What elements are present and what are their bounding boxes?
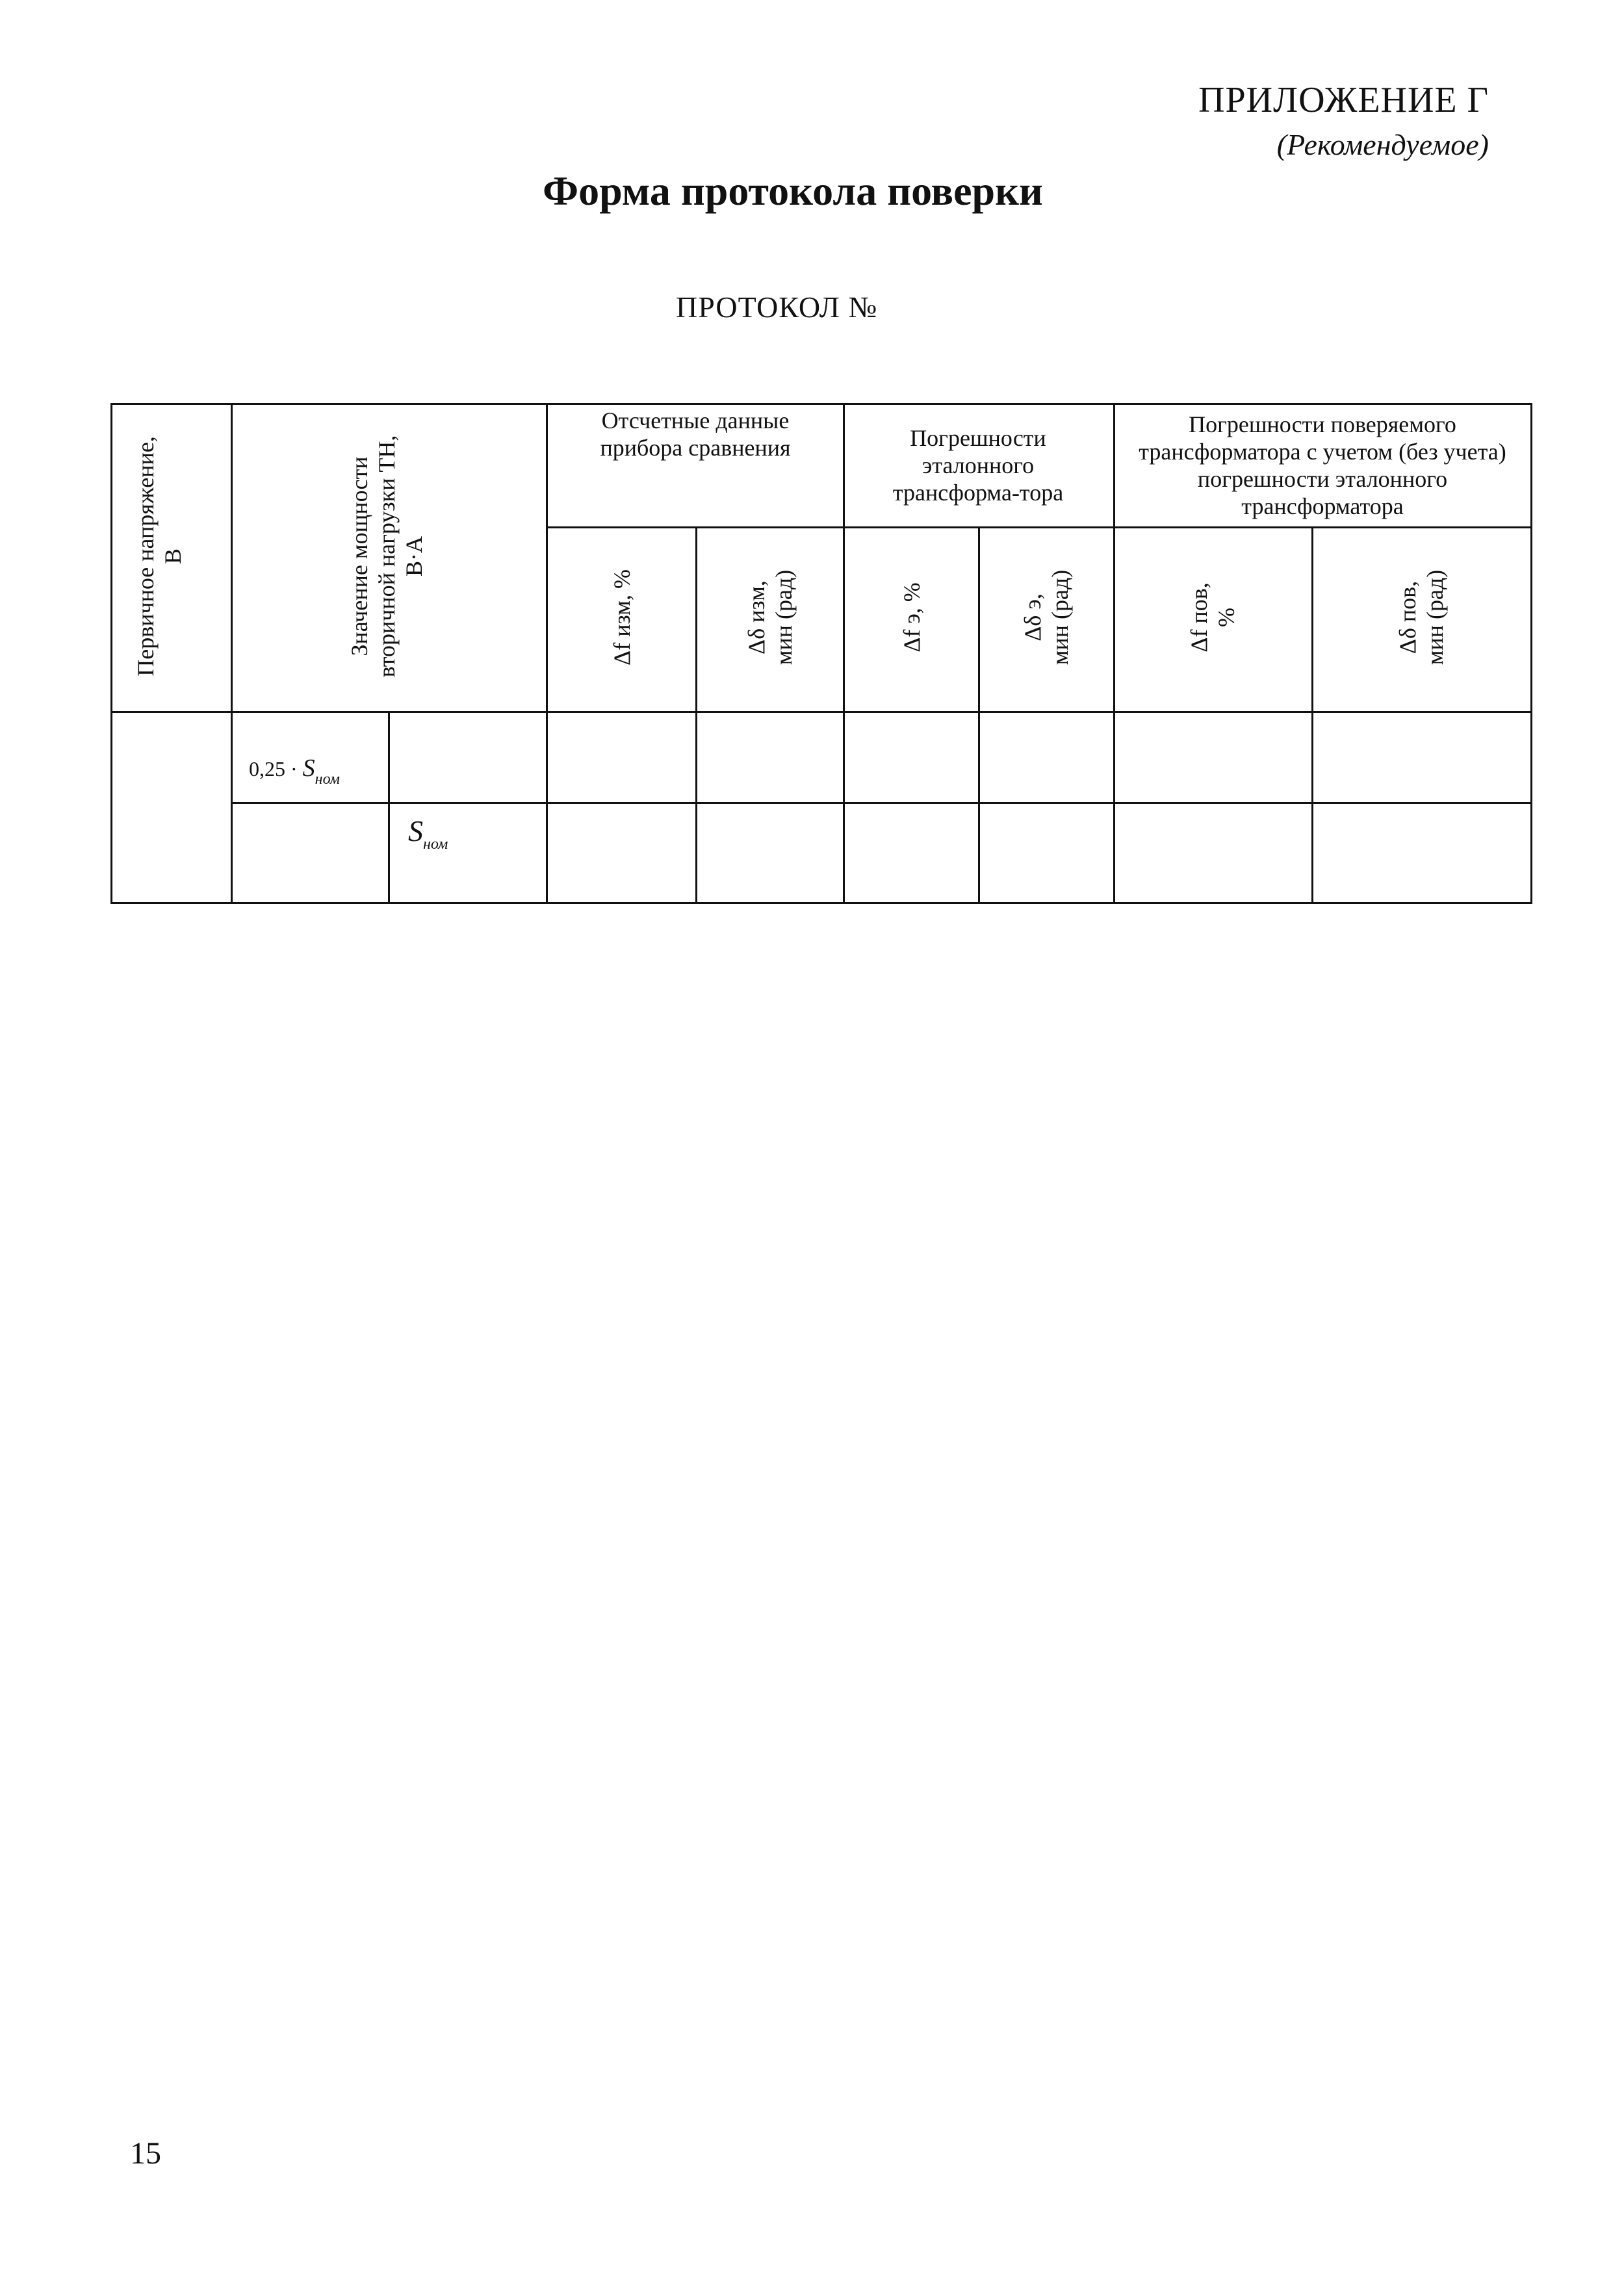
recommended-label: (Рекомендуемое) xyxy=(1276,128,1489,161)
row1-coef: 0,25 · xyxy=(249,757,298,781)
subheader-f-ref xyxy=(898,582,925,652)
subheader-d-tested-line2: мин (рад) xyxy=(1422,569,1448,665)
subheader-d-meas xyxy=(743,570,797,665)
row1-symbol: S xyxy=(302,755,315,782)
header-primary-voltage xyxy=(132,436,187,677)
table-border-left xyxy=(110,403,112,904)
row1-subscript: ном xyxy=(315,771,340,788)
table-rule-header-bottom xyxy=(110,711,1532,713)
row1-load-formula xyxy=(249,754,340,788)
subheader-f-ref-text: Δf э, % xyxy=(898,582,925,652)
table-rule-row1 xyxy=(231,802,1532,804)
appendix-label: ПРИЛОЖЕНИЕ Г xyxy=(1198,80,1489,120)
header-group-readings: Отсчетные данные прибора сравнения xyxy=(600,407,791,461)
header-group-tested-errors: Погрешности поверяемого трансформатора с учетом (без учета) погрешности эталонного трансформатора xyxy=(1139,411,1506,520)
header-group-reference-errors: Погрешности эталонного трансформа-тора xyxy=(892,424,1064,506)
protocol-title: ПРОТОКОЛ № xyxy=(676,290,878,324)
table-border-right xyxy=(1530,403,1532,904)
subheader-f-tested xyxy=(1185,582,1240,652)
table-col-rule-2 xyxy=(388,711,390,904)
table-col-rule-5 xyxy=(843,403,845,904)
table-col-rule-6 xyxy=(978,526,980,904)
subheader-f-meas xyxy=(608,569,636,665)
row2-symbol: S xyxy=(408,814,423,847)
table-col-rule-7 xyxy=(1113,403,1115,904)
subheader-d-ref xyxy=(1019,570,1074,665)
table-rule-subheader xyxy=(546,526,1532,528)
subheader-d-tested-line1: Δδ пов, xyxy=(1394,580,1421,654)
row2-load-formula xyxy=(408,814,448,853)
form-title: Форма протокола поверки xyxy=(543,168,1043,214)
page-number: 15 xyxy=(130,2136,161,2171)
subheader-f-tested-line2: % xyxy=(1213,608,1239,627)
subheader-d-ref-line2: мин (рад) xyxy=(1047,569,1073,665)
subheader-d-meas-line2: мин (рад) xyxy=(771,569,797,665)
header-secondary-load-line1: Значение мощности xyxy=(346,456,372,656)
header-primary-voltage-line1: Первичное напряжение, xyxy=(132,436,159,677)
header-secondary-load-line2: вторичной нагрузки ТН, xyxy=(373,435,400,678)
table-border-top xyxy=(110,403,1532,405)
header-secondary-load xyxy=(346,435,428,678)
table-border-bottom xyxy=(110,902,1532,904)
header-secondary-load-line3: В·А xyxy=(401,536,428,577)
subheader-f-meas-text: Δf изм, % xyxy=(608,569,635,665)
header-primary-voltage-line2: В xyxy=(160,548,186,565)
subheader-d-ref-line1: Δδ э, xyxy=(1019,593,1046,641)
subheader-f-tested-line1: Δf пов, xyxy=(1185,582,1212,652)
table-col-rule-3 xyxy=(546,403,548,904)
table-col-rule-1 xyxy=(231,403,233,904)
subheader-d-meas-line1: Δδ изм, xyxy=(743,580,769,654)
table-col-rule-8 xyxy=(1311,526,1313,904)
subheader-d-tested xyxy=(1394,570,1449,665)
row2-subscript: ном xyxy=(423,836,448,853)
table-col-rule-4 xyxy=(695,526,697,904)
